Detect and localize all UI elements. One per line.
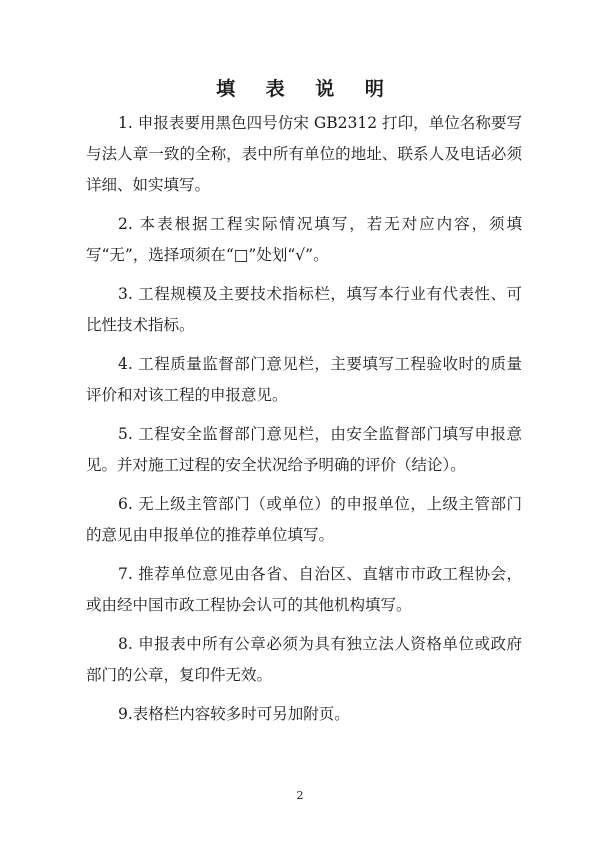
page-number: 2	[296, 789, 304, 802]
instruction-item-9: 9.表格栏内容较多时可另加附页。	[118, 705, 350, 723]
instruction-item-3: 3. 工程规模及主要技术指标栏，填写本行业有代表性、可比性技术指标。	[86, 285, 522, 334]
instruction-item-7: 7. 推荐单位意见由各省、自治区、直辖市市政工程协会，或由经中国市政工程协会认可的其他机构填写。	[86, 565, 522, 614]
instruction-item-8: 8. 申报表中所有公章必须为具有独立法人资格单位或政府部门的公章，复印件无效。	[86, 635, 522, 684]
instruction-item-4: 4. 工程质量监督部门意见栏，主要填写工程验收时的质量评价和对该工程的申报意见。	[86, 355, 522, 404]
instruction-item-1: 1. 申报表要用黑色四号仿宋 GB2312 打印，单位名称要写与法人章一致的全称，表中所有单位的地址、联系人及电话必须详细、如实填写。	[86, 114, 522, 194]
instruction-list	[86, 108, 522, 738]
instruction-item-2: 2. 本表根据工程实际情况填写，若无对应内容，须填写“无”，选择项须在“□”处划“√”。	[86, 215, 522, 264]
instruction-item-5: 5. 工程安全监督部门意见栏，由安全监督部门填写申报意见。并对施工过程的安全状况给予明确的评价（结论）。	[86, 425, 522, 474]
instruction-item-6: 6. 无上级主管部门（或单位）的申报单位，上级主管部门的意见由申报单位的推荐单位填写。	[86, 495, 522, 544]
page-title: 填 表 说 明	[216, 78, 396, 100]
